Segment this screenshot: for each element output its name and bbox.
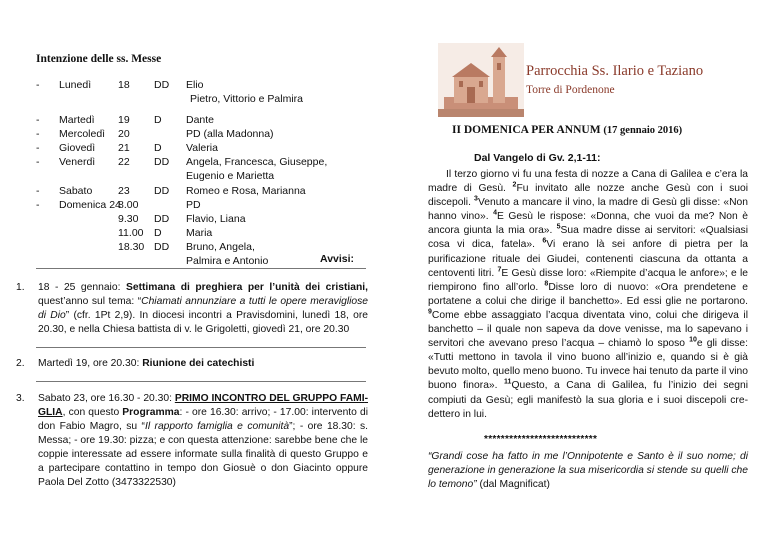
verse-number: 10 xyxy=(689,336,697,344)
notice-text: : - ore 16.30: arrivo; - 17.00: intervento di don Fabio Magro, su “ xyxy=(38,407,368,432)
intention-names: Maria xyxy=(186,227,213,239)
intentions-title: Intenzione delle ss. Messe xyxy=(36,53,162,65)
notice-highlight: Riunione dei catechisti xyxy=(142,358,255,369)
verse-number: 5 xyxy=(556,223,561,231)
notices-heading: Avvisi: xyxy=(320,253,355,265)
divider xyxy=(36,347,366,348)
bullet-dash: - xyxy=(36,156,40,168)
offering-code: D xyxy=(154,142,162,154)
bullet-dash: - xyxy=(36,114,40,126)
bullet-dash: - xyxy=(36,185,40,197)
verse-number: 8 xyxy=(544,280,549,288)
day-number: 20 xyxy=(118,128,130,140)
verse: Il terzo giorno vi fu una festa di nozze a Cana di Galilea e c’era la madre di Gesù. xyxy=(428,169,748,195)
intention-names: Angela, Francesca, Giuseppe, xyxy=(186,156,328,168)
verse: Come ebbe assaggiato l’acqua diventata vino, colui che dirigeva il banchetto – il quale non sapeva da dove venisse, ma lo sapevano i servitori che avevano preso l’acqua – chiamò lo sposo xyxy=(428,309,748,350)
day-label: Domenica 24 xyxy=(59,199,121,211)
offering-code: DD xyxy=(154,185,170,197)
quote-text: “Grandi cose ha fatto in me l’Onnipotente e Santo è il suo nome; di generazione in generazione la sua misericordia si stende su quelli che lo temono” xyxy=(428,451,748,490)
day-label: Martedì xyxy=(59,114,95,126)
notice-number: 2. xyxy=(16,358,25,369)
notice-text: quest’anno sul tema: “ xyxy=(38,296,142,307)
star-separator: *************************** xyxy=(484,434,598,445)
intention-names: Pietro, Vittorio e Palmira xyxy=(190,93,304,105)
intention-names: Flavio, Liana xyxy=(186,213,246,225)
day-label: Mercoledì xyxy=(59,128,106,140)
notice-highlight: Settimana di preghiera per l’unità dei cristiani, xyxy=(125,282,368,293)
bullet-dash: - xyxy=(36,142,40,154)
verse-number: 9 xyxy=(428,308,432,316)
bullet-dash: - xyxy=(36,128,40,140)
divider xyxy=(36,268,366,269)
bullet-dash: - xyxy=(36,199,40,211)
intention-names: Dante xyxy=(186,114,215,126)
verse: Disse loro di nuovo: «Ora prendetene e portatene a colui che dirige il banchetto». Ed essi glie ne portarono. xyxy=(428,281,748,307)
verse-number: 7 xyxy=(497,266,502,274)
divider xyxy=(36,381,366,382)
day-number: 22 xyxy=(118,156,130,168)
day-label: Giovedì xyxy=(59,142,96,154)
day-number: 18 xyxy=(118,79,130,91)
sunday-date: (17 gennaio 2016) xyxy=(603,125,683,136)
notice-text: ”; - ore 18.30: s. Messa; - ore 19.30: pizza; e con questa attenzione: sarebbe bene che le coppie interessate ad essere informate sulla finalità di questo Gruppo e a partecipare contattino in tempo don Giosuè o don Giacinto oppure Paola Del Zotto (3473322530) xyxy=(38,421,369,488)
sunday-title: II DOMENICA PER ANNUM xyxy=(452,124,601,136)
notice-1 xyxy=(16,281,368,337)
verse-number: 6 xyxy=(542,238,547,246)
notice-text: Sabato 23, ore 16.30 - 20.30: xyxy=(38,393,175,404)
day-number: 23 xyxy=(118,185,130,197)
intention-names: Eugenio e Marietta xyxy=(186,170,275,182)
notice-text: Martedì 19, ore 20.30: xyxy=(38,358,143,369)
notice-text: , con questo xyxy=(62,407,123,418)
notice-body xyxy=(38,357,368,371)
day-label: Venerdì xyxy=(59,156,96,168)
day-label: Lunedì xyxy=(59,79,92,91)
verse: Vi erano là sei anfore di pietra per la purificazione rituale dei Giudei, contenenti ciascuna da ottanta a centoventi litri. xyxy=(428,239,748,279)
intention-names: Palmira e Antonio xyxy=(186,255,269,267)
intention-names: Romeo e Rosa, Marianna xyxy=(186,185,306,197)
offering-code: DD xyxy=(154,241,170,253)
notice-dates: 18 - 25 gennaio: xyxy=(38,282,126,293)
notice-theme: Chiamati annunziare a tutti le opere meravigliose di Dio xyxy=(38,296,369,321)
offering-code: DD xyxy=(154,156,170,168)
gospel-text xyxy=(428,168,748,422)
offering-code: D xyxy=(154,227,162,239)
offering-code: DD xyxy=(154,79,170,91)
verse-number: 4 xyxy=(493,209,497,217)
mass-time: 8.00 xyxy=(118,199,139,211)
gospel-reference: Dal Vangelo di Gv. 2,1-11: xyxy=(474,152,601,164)
mass-time: 9.30 xyxy=(118,213,139,225)
parish-name: Parrocchia Ss. Ilario e Taziano xyxy=(526,63,704,79)
notice-number: 3. xyxy=(16,393,25,404)
offering-code: D xyxy=(154,114,162,126)
intention-names: Bruno, Angela, xyxy=(186,241,255,253)
church-logo xyxy=(438,43,524,117)
notice-highlight: PRIMO INCONTRO DEL GRUPPO FAMIGLIA xyxy=(38,393,369,418)
notice-3 xyxy=(16,392,368,490)
mass-time: 11.00 xyxy=(118,227,144,239)
verse: E Gesù disse loro: «Riempite d’acqua le anfore»; e le riempirono fino all’orlo. xyxy=(428,267,748,293)
notice-number: 1. xyxy=(16,282,25,293)
intention-names: Elio xyxy=(186,79,204,91)
intention-names: PD (alla Madonna) xyxy=(186,128,274,140)
verse: Fu invitato alle nozze anche Gesù con i suoi discepoli. xyxy=(428,183,748,209)
parish-town: Torre di Pordenone xyxy=(526,84,615,96)
mass-time: 18.30 xyxy=(118,241,145,253)
notice-2 xyxy=(16,357,368,371)
offering-code: DD xyxy=(154,213,170,225)
quote-attribution: (dal Magnificat) xyxy=(476,479,550,490)
day-label: Sabato xyxy=(59,185,93,197)
notice-highlight: Programma xyxy=(122,407,180,418)
notice-body xyxy=(38,281,368,337)
verse-number: 2 xyxy=(512,181,517,189)
liturgical-heading xyxy=(452,124,682,136)
bullet-dash: - xyxy=(36,79,40,91)
verse-number: 3 xyxy=(474,195,478,203)
verse: Questo, a Cana di Galilea, fu l’inizio dei segni compiuti da Gesù; egli manifestò la sua gloria e i suoi discepoli credettero in lui. xyxy=(428,380,749,420)
intention-names: Valeria xyxy=(186,142,218,154)
magnificat-quote xyxy=(428,450,748,492)
verse: E Gesù le rispose: «Donna, che vuoi da me? Non è ancora giunta la mia ora». xyxy=(428,211,748,237)
day-number: 19 xyxy=(118,114,130,126)
verse: Venuto a mancare il vino, la madre di Gesù gli disse: «Non hanno vino». xyxy=(428,197,748,223)
notice-body xyxy=(38,392,368,490)
day-number: 21 xyxy=(118,142,130,154)
intention-names: PD xyxy=(186,199,201,211)
verse: e gli disse: «Tutti mettono in tavola il vino buono all’inizio e, quando si è già bevuto molto, quello meno buono. Tu invece hai tenuto da parte il vino buono finora». xyxy=(428,338,748,392)
verse: Sua madre disse ai servitori: «Qualsiasi cosa vi dica, fatela». xyxy=(428,225,748,251)
notice-theme: Il rapporto famiglia e comunità xyxy=(144,421,290,432)
verse-number: 11 xyxy=(504,378,512,386)
notice-text: ” (cfr. 1Pt 2,9). In diocesi incontri a Pravisdomini, lunedì 18, ore 20.30, e nella Chiesa battista di v. le Grigoletti, giovedì 21, ore 20.30 xyxy=(38,310,369,335)
